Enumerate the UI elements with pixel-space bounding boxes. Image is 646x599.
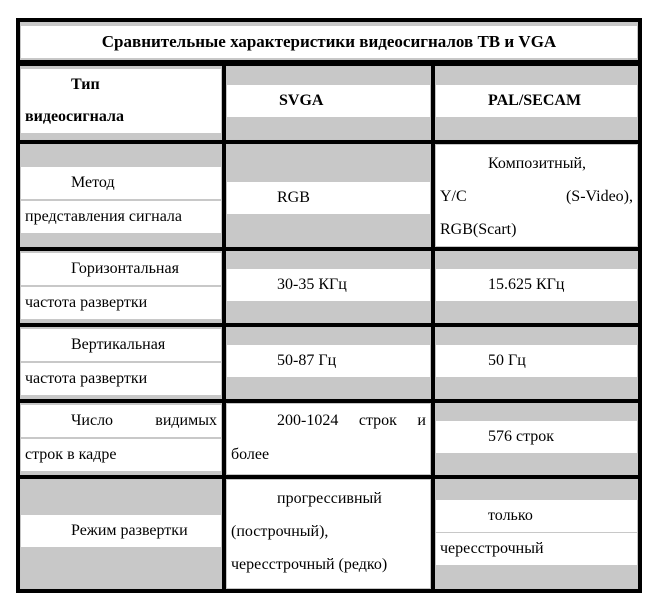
row3-param-line-2: частота развертки (21, 363, 221, 395)
row2-svga-cell (226, 251, 431, 323)
row1-pal-word: (S-Video), (565, 188, 633, 205)
row1-pal-word: Y/C (440, 188, 467, 205)
row5-svga-line-3: чересстрочный (редко) (227, 549, 430, 581)
row2-svga-value: 30-35 КГц (227, 269, 430, 301)
row1-pal-line-1: Композитный, (436, 148, 637, 180)
row4-pal-cell (435, 403, 638, 475)
row4-param-word: Число (71, 412, 114, 429)
row4-param-cell (20, 403, 222, 475)
comparison-table (16, 18, 642, 593)
row5-param-value: Режим развертки (21, 515, 221, 547)
row4-pal-value: 576 строк (436, 421, 637, 453)
row1-pal-line-2 (436, 181, 637, 213)
row1-svga-cell (226, 144, 431, 247)
row5-svga-cell (226, 479, 431, 589)
row1-svga-value: RGB (227, 182, 430, 214)
row3-svga-value: 50-87 Гц (227, 345, 430, 377)
row3-param-cell (20, 327, 222, 399)
row1-pal-line-3: RGB(Scart) (436, 214, 637, 246)
table-title-cell (20, 22, 638, 60)
header-cell-pal (435, 66, 638, 140)
header-pal: PAL/SECAM (436, 85, 637, 117)
header-cell-svga (226, 66, 431, 140)
row1-param-line-2: представления сигнала (21, 201, 221, 233)
row2-pal-cell (435, 251, 638, 323)
row2-param-cell (20, 251, 222, 323)
row4-svga-cell (226, 403, 431, 475)
row5-param-cell (20, 479, 222, 589)
row3-pal-value: 50 Гц (436, 345, 637, 377)
row2-param-line-2: частота развертки (21, 287, 221, 319)
row1-pal-cell (435, 144, 638, 247)
row4-param-line-1 (21, 405, 221, 437)
row4-param-word: видимых (155, 412, 217, 429)
row4-svga-word: 200-1024 (277, 412, 339, 429)
header-cell-param (20, 66, 222, 140)
row2-param-line-1: Горизонтальная (21, 253, 221, 285)
row4-svga-line-2: более (227, 439, 430, 471)
row5-pal-line-2: чересстрочный (436, 533, 637, 565)
row4-svga-word: строк (358, 412, 397, 429)
row4-param-line-2: строк в кадре (21, 439, 221, 471)
row2-pal-value: 15.625 КГц (436, 269, 637, 301)
table-title: Сравнительные характеристики видеосигналов ТВ и VGA (21, 26, 637, 58)
row4-svga-line-1 (227, 405, 430, 437)
header-param-line-2: видеосигнала (21, 101, 221, 133)
row1-param-line-1: Метод (21, 167, 221, 199)
row4-svga-word: и (417, 412, 426, 429)
row3-pal-cell (435, 327, 638, 399)
row5-svga-line-1: прогрессивный (227, 483, 430, 515)
row5-svga-line-2: (построчный), (227, 516, 430, 548)
header-param-line-1: Тип (21, 69, 221, 101)
row3-param-line-1: Вертикальная (21, 329, 221, 361)
header-svga: SVGA (227, 85, 430, 117)
row5-pal-line-1: только (436, 500, 637, 532)
row3-svga-cell (226, 327, 431, 399)
row5-pal-cell (435, 479, 638, 589)
row1-param-cell (20, 144, 222, 247)
